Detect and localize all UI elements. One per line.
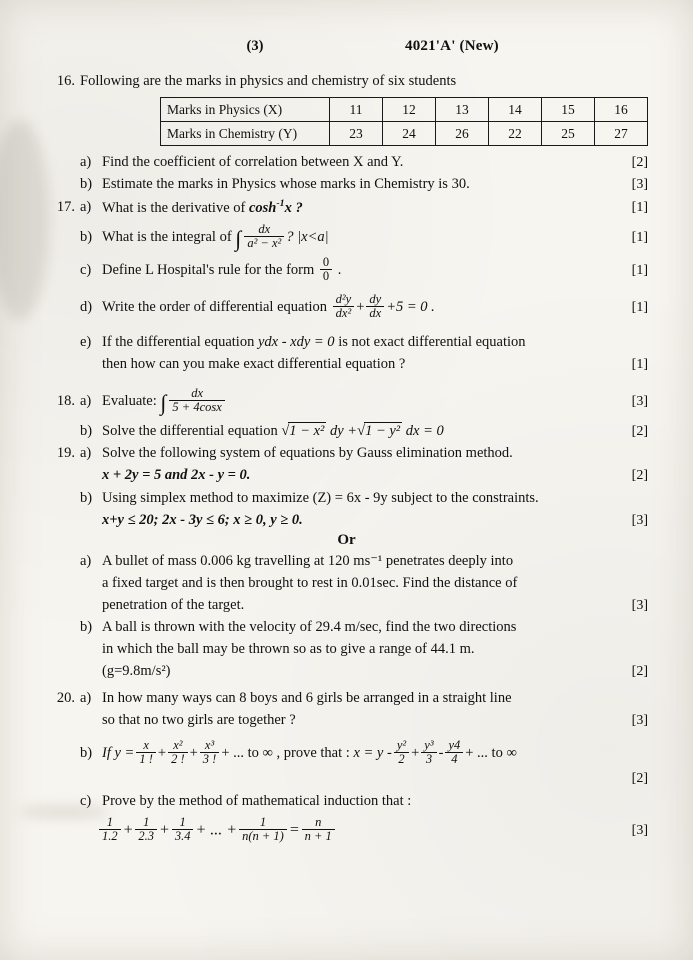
question-16a-label: a) [80,154,92,170]
question-20c-label: c) [80,792,92,809]
question-16b-marks: [3] [631,177,648,193]
table-row [161,98,648,122]
q20b-term-1: $\frac{x}{1 !}$ [136,739,156,766]
question-17e-label: e) [80,333,92,350]
cell: 22 [489,122,542,146]
question-18a-label: a) [80,392,92,409]
question-18a [45,385,648,415]
q17c-prefix: Define L Hospital's rule for the form [102,261,318,278]
q18b-expr2: 1 − y² [365,423,401,440]
q17a-expr-sup: -1 [276,197,285,209]
question-16-number: 16. [56,73,75,89]
q18b-expr1-after: dy + [326,423,358,440]
q20c-term-2: $\frac{1}{2.3}$ [135,816,157,843]
q20b-term-3: $\frac{\text{x³}}{3 !}$ [200,739,220,766]
question-17c [45,257,648,284]
cell: 26 [436,122,489,146]
question-19-or-a [45,551,648,571]
question-17a [45,197,648,218]
question-16a [45,152,648,172]
q20b-term-2: $\frac{\text{x²}}{2 !}$ [168,739,188,766]
question-20c [45,791,648,811]
question-19-or-b-line3: (g=9.8m/s²) [102,663,171,680]
q17d-fraction-2: $\frac{dy}{dx}$ [366,293,384,320]
q17d-prefix: Write the order of differential equation [102,299,331,316]
q18b-expr1: 1 − x² [289,423,325,440]
question-17a-marks: [1] [631,200,648,216]
sqrt-icon: √ [281,423,290,440]
question-20b [45,737,648,767]
cell: 27 [595,122,648,146]
q20c-ellipsis: + ... + [195,820,238,838]
table-row [161,122,648,146]
q20c-term-3: $\frac{1}{3.4}$ [172,816,194,843]
q17a-expr: cosh [248,199,277,216]
question-19a [45,443,648,463]
question-18b-marks: [2] [631,424,648,440]
question-19-or-a-line2: a fixed target and is then brought to rest in 0.01sec. Find the distance of [102,575,518,592]
question-16a-marks: [2] [631,155,648,170]
question-17e-marks: [1] [631,356,648,372]
question-19-or-b-label: b) [80,619,93,636]
cell: 14 [489,98,542,122]
question-17b-text [102,221,610,251]
page-header [45,38,648,55]
question-17b [45,221,648,251]
question-20b-label: b) [80,744,93,761]
cell: 25 [542,122,595,146]
question-19-or-a-line3: penetration of the target. [102,597,245,614]
question-18-number: 18. [56,392,75,409]
q20b-tail: + ... to ∞ [465,744,517,761]
paper-code: 4021'A' (New) [405,38,499,54]
question-17a-label: a) [80,199,92,216]
question-17e-line1 [102,332,648,352]
question-20c-marks: [3] [631,822,648,838]
question-19a-label: a) [80,445,92,462]
row-label-chemistry: Marks in Chemistry (Y) [161,122,330,146]
question-20c-text: Prove by the method of mathematical induction that : [102,792,412,809]
q20b-rhs-prefix: x = y - [353,744,392,761]
q17d-suffix: +5 = 0 . [386,299,435,316]
question-19a-cont [45,465,648,485]
q17a-expr-after: x ? [284,199,303,216]
q17d-fraction-1: $\frac{\text{d²y}}{\text{dx²}}$ [333,293,355,320]
cell: 11 [330,98,383,122]
q17e-expr: ydx - xdy = 0 [257,333,335,350]
question-17d-marks: [1] [631,300,648,316]
question-17e-line2: then how can you make exact differential equation ? [102,355,406,372]
question-20b-marks: [2] [631,771,648,787]
question-19-or-b-marks: [2] [631,664,648,680]
question-19-or-a-line1: A bullet of mass 0.006 kg travelling at 120 ms⁻¹ penetrates deeply into [102,553,514,570]
question-20a-label: a) [80,689,92,706]
question-20a [45,688,648,708]
question-19-number: 19. [56,445,75,462]
question-16b [45,174,648,194]
cell: 24 [383,122,436,146]
question-17b-marks: [1] [631,229,648,245]
question-19a-equations: x + 2y = 5 and 2x - y = 0. [102,467,251,484]
sqrt-icon: √ [357,423,366,440]
q18a-prefix: Evaluate: [102,392,157,409]
q17e-prefix: If the differential equation [102,333,258,350]
question-17c-label: c) [80,261,92,278]
integral-sign: ∫ [235,225,242,251]
question-20-number: 20. [56,689,75,706]
question-19-or-a-marks: [3] [631,598,648,614]
integral-sign: ∫ [160,389,167,415]
question-19b-text: Using simplex method to maximize (Z) = 6x - 9y subject to the constraints. [102,489,539,506]
question-18b [45,421,648,441]
question-19b-constraints: x+y ≤ 20; 2x - 3y ≤ 6; x ≥ 0, y ≥ 0. [102,511,303,528]
question-19b-marks: [3] [631,512,648,528]
question-17e [45,332,648,352]
q20b-sign-1: + [411,744,420,761]
question-20a-line1: In how many ways can 8 boys and 6 girls be arranged in a straight line [102,689,512,706]
q18a-fraction: $\frac{dx}{5 + 4\cos x}$ [169,387,224,414]
question-17a-text [102,197,610,218]
question-16 [45,71,648,91]
question-19b-cont [45,510,648,530]
q17b-suffix: ? |x<a| [286,228,329,245]
q17a-prefix: What is the derivative of [102,199,249,216]
q20c-equals: = [288,820,300,838]
q20b-rhs-term-1: $\frac{\text{y²}}{2}$ [394,739,409,766]
question-16b-text: Estimate the marks in Physics whose marks in Chemistry is 30. [102,176,470,193]
cell: 12 [383,98,436,122]
q20b-prefix: If y = [102,744,135,761]
question-20b-expression: If y = $\frac{x}{1 !}$ + $\frac{\text{x²}}{2 !}$ + $\frac{\text{x³}}{3 !}$ + ... to ∞ , prove that : x = y - $\frac{\text{y²}}{2}$ + $\frac{\text{y³}}{3}$ - $\frac{y4}{4}$ + ... to ∞ [102,737,517,767]
cell: 15 [542,98,595,122]
question-17c-marks: [1] [631,262,648,278]
question-19a-text: Solve the following system of equations by Gauss elimination method. [102,445,513,462]
q20b-mid: + ... to ∞ , prove that : [221,744,350,761]
question-17c-text [102,257,610,284]
row-label-physics: Marks in Physics (X) [161,98,330,122]
question-20c-expression: $\frac{1}{1.2}$ + $\frac{1}{2.3}$ + $\frac{1}{3.4}$ + ... + $\frac{1}{n(n + 1)}$ = $\frac{n}{n + 1}$ [3] [45,817,648,844]
question-19-or-b-line2: in which the ball may be thrown so as to give a range of 44.1 m. [102,641,475,658]
q17b-prefix: What is the integral of [102,228,236,245]
q20b-rhs-term-2: $\frac{\text{y³}}{3}$ [421,739,436,766]
question-18b-text [102,421,610,441]
question-16-stem: Following are the marks in physics and chemistry of six students [80,73,457,89]
question-18a-text [102,385,610,415]
question-17b-label: b) [80,228,93,245]
q17d-plus: + [356,299,365,316]
page-number: (3) [246,38,264,54]
question-19-or-a-label: a) [80,553,92,570]
q20c-last-term: $\frac{1}{n(n + 1)}$ [239,816,287,843]
q17c-fraction: $\frac{0}{0}$ [320,256,332,283]
q20c-rhs: $\frac{n}{n + 1}$ [302,816,335,843]
q18b-expr2-after: dx = 0 [402,423,444,440]
question-19-or-b-line1: A ball is thrown with the velocity of 29.4 m/sec, find the two directions [102,619,517,636]
marks-table [160,97,648,146]
question-18b-label: b) [80,423,93,440]
cell: 13 [436,98,489,122]
question-19b-label: b) [80,489,93,506]
q18b-prefix: Solve the differential equation [102,423,278,440]
q17e-suffix: is not exact differential equation [334,333,526,350]
cell: 23 [330,122,383,146]
question-17d-text [102,294,610,321]
question-18a-marks: [3] [631,393,648,409]
question-19-or-b [45,617,648,637]
or-separator: Or [337,532,356,549]
q20b-sign-2: - [438,744,444,761]
q17c-suffix: . [334,261,342,278]
question-19b [45,488,648,508]
question-17d-label: d) [80,299,93,316]
question-20a-line2: so that no two girls are together ? [102,711,296,728]
q17b-fraction: $\frac{dx}{\text{a² − x²}}$ [244,223,284,250]
cell: 16 [595,98,648,122]
question-17e-cont [45,354,648,374]
question-16b-label: b) [80,176,93,193]
question-16a-text: Find the coefficient of correlation between X and Y. [102,154,404,170]
question-19a-marks: [2] [631,468,648,484]
q20c-term-1: $\frac{1}{1.2}$ [99,816,121,843]
question-20a-marks: [3] [631,712,648,728]
q20b-rhs-term-3: $\frac{y4}{4}$ [445,739,463,766]
question-17-number: 17. [56,199,75,216]
question-17d [45,294,648,321]
